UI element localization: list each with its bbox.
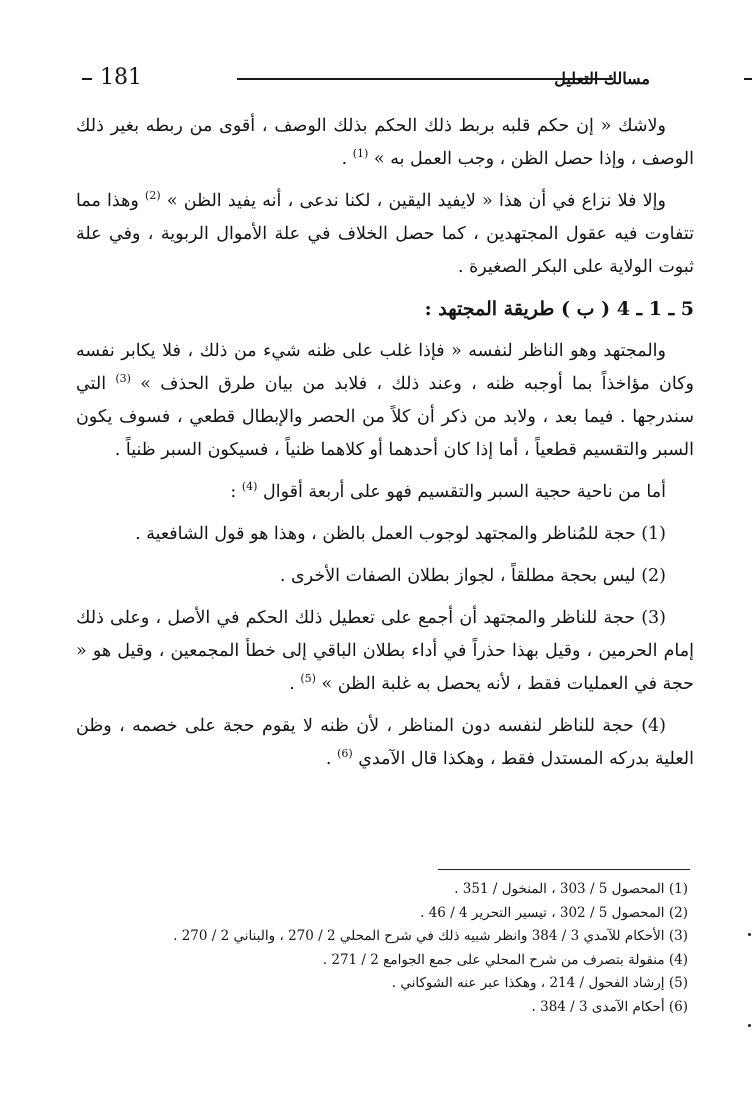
footnote: (2) المحصول 5 / 302 ، تيسير التحرير 4 / 46 .	[420, 904, 688, 921]
footnote-ref: (6)	[337, 747, 353, 761]
footnote-ref: (5)	[300, 672, 316, 686]
footnote-separator	[438, 869, 690, 870]
paragraph-1	[76, 110, 694, 176]
scan-speck	[748, 933, 751, 936]
body-text	[76, 110, 694, 785]
footnote-ref: (2)	[145, 189, 161, 203]
paragraph-tail: وهذا مما تتفاوت فيه عقول المجتهدين ، كما حصل الخلاف في علة الأموال الربوية ، وفي علة ثبوت الولاية على البكر الصغيرة .	[76, 191, 694, 277]
paragraph-tail: التي سندرجها . فيما بعد ، ولابد من ذكر أن كلاً من الحصر والإبطال قطعي ، فسوف يكون السبر والتقسيم قطعياً ، أما إذا كان أحدهما أو كلاهما ظنياً ، فسيكون السبر ظنياً .	[76, 374, 694, 460]
paragraph-text: أما من ناحية حجية السبر والتقسيم فهو على أربعة أقوال	[263, 482, 666, 502]
scan-speck	[748, 1024, 751, 1027]
page-header	[82, 64, 692, 94]
page-number: 181	[100, 65, 142, 90]
list-item-text: (4) حجة للناظر لنفسه دون المناظر ، لأن ظنه لا يقوم حجة على خصمه ، وظن العلية بدركه المستدل فقط ، وهكذا قال الآمدي	[76, 716, 694, 769]
footnotes	[76, 878, 694, 1019]
paragraph-4	[76, 476, 694, 509]
running-title: مسالك التعليل	[554, 69, 650, 88]
paragraph-tail: :	[230, 482, 237, 502]
section-heading: 5 ـ 1 ـ 4 ( ب ) طريقة المجتهد :	[424, 298, 694, 320]
footnote: (4) منقولة بتصرف من شرح المحلي على جمع الجوامع 2 / 271 .	[322, 951, 688, 968]
list-item-text: (2) ليس بحجة مطلقاً ، لجواز بطلان الصفات الأخرى .	[279, 566, 666, 586]
list-item-3	[76, 602, 694, 701]
header-rule	[82, 78, 92, 80]
paragraph-tail: .	[325, 749, 332, 769]
paragraph-tail: .	[341, 149, 348, 169]
footnote: (3) الأحكام للآمدي 3 / 384 وانظر شبيه ذلك في شرح المحلي 2 / 270 ، والبناني 2 / 270 .	[173, 928, 688, 944]
list-item-2	[76, 560, 694, 593]
footnote: (1) المحصول 5 / 303 ، المنخول / 351 .	[454, 881, 688, 897]
footnote: (5) إرشاد الفحول / 214 ، وهكذا عبر عنه الشوكاني .	[391, 975, 688, 991]
footnote-ref: (1)	[352, 147, 369, 161]
paragraph-text: وإلا فلا نزاع في أن هذا « لايفيد اليقين ، لكنا ندعى ، أنه يفيد الظن »	[166, 191, 666, 211]
list-item-4	[76, 710, 694, 776]
paragraph-3	[76, 335, 694, 467]
list-item-1	[76, 518, 694, 551]
paragraph-text: والمجتهد وهو الناظر لنفسه « فإذا غلب على ظنه شيء من ذلك ، فلا يكابر نفسه وكان مؤاخذاً بما أوجبه ظنه ، وعند ذلك ، فلابد من بيان طرق الحذف »	[76, 341, 694, 394]
list-item-text: (1) حجة للمُناظر والمجتهد لوجوب العمل بالظن ، وهذا هو قول الشافعية .	[135, 524, 666, 544]
header-rule	[744, 78, 752, 80]
footnote: (6) أحكام الآمدى 3 / 384 .	[531, 998, 688, 1015]
footnote-ref: (4)	[241, 480, 258, 494]
footnote-ref: (3)	[115, 372, 131, 386]
paragraph-2	[76, 185, 694, 284]
list-item-text: (3) حجة للناظر والمجتهد أن أجمع على تعطيل ذلك الحكم في الأصل ، وعلى ذلك إمام الحرمين ، وقيل بهذا حذراً في أداء بطلان الباقي إلى خطأ المجمعين ، وقيل هو « حجة في العمليات فقط ، لأنه يحصل به غلبة الظن »	[76, 608, 694, 694]
paragraph-text: ولاشك « إن حكم قلبه بربط ذلك الحكم بذلك الوصف ، أقوى من ربطه بغير ذلك الوصف ، وإذا حصل الظن ، وجب العمل به »	[76, 116, 694, 169]
paragraph-tail: .	[289, 674, 295, 694]
